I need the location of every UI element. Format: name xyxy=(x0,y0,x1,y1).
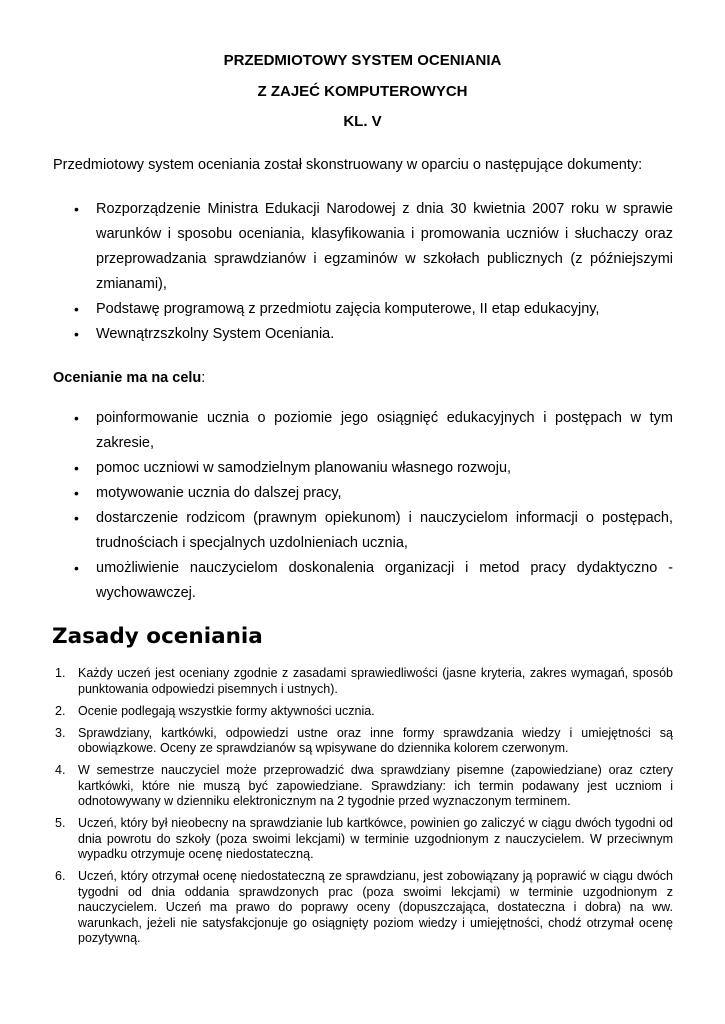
list-item: • umożliwienie nauczycielom doskonalenia organizacji i metod pracy dydaktyczno - wychowawczej. xyxy=(0,556,725,606)
list-item: • motywowanie ucznia do dalszej pracy, xyxy=(0,481,725,506)
list-item: • poinformowanie ucznia o poziomie jego osiągnięć edukacyjnych i postępach w tym zakresie, xyxy=(0,406,725,456)
list-item: 6. Uczeń, który otrzymał ocenę niedostateczną ze sprawdzianu, jest zobowiązany ją poprawić w ciągu dwóch tygodni od dnia oddania sprawdzonych prac (poza swoimi lekcjami) w terminie uzgodnionym z nauczycielem. Uczeń ma prawo do poprawy oceny (dopuszczająca, dostateczna i dobra) na ww. warunkach, jeżeli nie satysfakcjonuje go osiągnięty poziom wiedzy i umiejętności, chodź otrzymał ocenę pozytywną. xyxy=(55,869,673,945)
list-item: • Wewnątrzszkolny System Oceniania. xyxy=(0,322,725,347)
rules-list xyxy=(0,666,725,953)
bullet-icon: • xyxy=(74,460,79,476)
bullet-icon: • xyxy=(74,201,79,217)
list-item: • dostarczenie rodzicom (prawnym opiekunom) i nauczycielom informacji o postępach, trudnościach i specjalnych uzdolnieniach ucznia, xyxy=(0,506,725,556)
document-title-line-1: PRZEDMIOTOWY SYSTEM OCENIANIA xyxy=(223,52,502,69)
goals-list xyxy=(0,406,725,606)
bullet-icon: • xyxy=(74,510,79,526)
bullet-icon: • xyxy=(74,560,79,576)
bullet-icon: • xyxy=(74,301,79,317)
list-item: • Rozporządzenie Ministra Edukacji Narodowej z dnia 30 kwietnia 2007 roku w sprawie warunków i sposobu oceniania, klasyfikowania i promowania uczniów i słuchaczy oraz przeprowadzania sprawdzianów i egzaminów w szkołach publicznych (z późniejszymi zmianami), xyxy=(0,197,725,297)
list-item: 5. Uczeń, który był nieobecny na sprawdzianie lub kartkówce, powinien go zaliczyć w ciągu dwóch tygodni od dnia powrotu do szkoły (poza swoimi lekcjami) w terminie uzgodnionym z nauczycielem. W przeciwnym wypadku otrzymuje ocenę niedostateczną. xyxy=(55,816,673,861)
bullet-icon: • xyxy=(74,326,79,342)
bullet-icon: • xyxy=(74,485,79,501)
bullet-icon: • xyxy=(74,410,79,426)
list-item: 2. Ocenie podlegają wszystkie formy aktywności ucznia. xyxy=(55,703,375,718)
list-item: • pomoc uczniowi w samodzielnym planowaniu własnego rozwoju, xyxy=(0,456,725,481)
list-item: • Podstawę programową z przedmiotu zajęcia komputerowe, II etap edukacyjny, xyxy=(0,297,725,322)
list-item: 4. W semestrze nauczyciel może przeprowadzić dwa sprawdziany pisemne (zapowiedziane) oraz cztery kartkówki, które nie muszą być zapowiedziane. Sprawdziany: ich termin podawany jest uczniom i odnotowywany w dzienniku elektronicznym na 2 tygodnie przed wyznaczonym terminem. xyxy=(55,763,673,808)
list-item: 3. Sprawdziany, kartkówki, odpowiedzi ustne oraz inne formy sprawdzania wiedzy i umiejętności są obowiązkowe. Oceny ze sprawdzianów są wpisywane do dziennika kolorem czerwonym. xyxy=(55,725,673,755)
document-title-line-2: Z ZAJEĆ KOMPUTEROWYCH xyxy=(257,83,468,100)
document-title-line-3: KL. V xyxy=(343,113,382,130)
documents-list xyxy=(0,197,725,347)
list-item: 1. Każdy uczeń jest oceniany zgodnie z zasadami sprawiedliwości (jasne kryteria, zakres wymagań, sposób punktowania odpowiedzi pisemnych i ustnych). xyxy=(55,666,673,696)
goals-heading: Ocenianie ma na celu: xyxy=(53,370,206,386)
intro-paragraph: Przedmiotowy system oceniania został skonstruowany w oparciu o następujące dokumenty: xyxy=(53,157,643,173)
section-heading: Zasady oceniania xyxy=(52,624,263,649)
